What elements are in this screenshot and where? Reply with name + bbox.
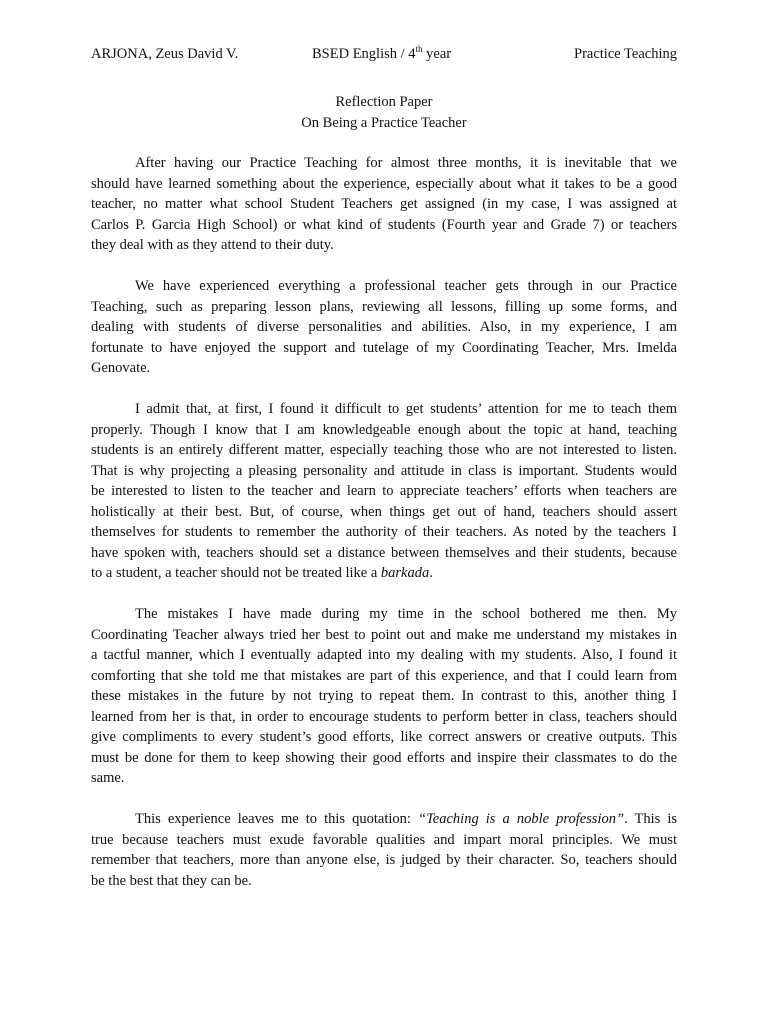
paragraph-line: I admit that, at first, I found it difficult to get students’ attention for me to teach them xyxy=(135,401,677,417)
paragraph-line xyxy=(91,563,677,584)
paragraph-4 xyxy=(91,604,677,789)
paragraph-line: learned from her is that, in order to encourage students to perform better in class, teachers should xyxy=(91,708,677,725)
quotation: “Teaching is a noble profession” xyxy=(418,811,625,827)
subject-label: Practice Teaching xyxy=(574,46,677,62)
paragraph-line: remember that teachers, more than anyone else, is judged by their character. So, teachers should xyxy=(91,852,677,868)
paragraph-line: That is why projecting a pleasing personality and attitude in class is important. Students would xyxy=(91,462,677,479)
document-title-block xyxy=(91,92,677,134)
paragraph-line: The mistakes I have made during my time in the school bothered me then. My xyxy=(135,606,677,622)
course-prefix: BSED English / 4 xyxy=(312,46,416,62)
italic-term: barkada xyxy=(380,565,430,581)
paragraph-line: Genovate. xyxy=(91,360,151,376)
course-year xyxy=(312,46,451,63)
paragraph-line: they deal with as they attend to their duty. xyxy=(91,237,334,253)
paragraph-line: be the best that they can be. xyxy=(91,872,252,889)
line-text: to a student, a teacher should not be treated like a xyxy=(91,565,381,581)
paragraph-5 xyxy=(91,809,677,891)
line-text: . xyxy=(429,565,433,581)
course-suffix: year xyxy=(422,46,452,62)
paragraph-line: Carlos P. Garcia High School) or what kind of students (Fourth year and Grade 7) or teachers xyxy=(91,216,677,233)
paragraph-line xyxy=(91,809,677,830)
paragraph-line: fortunate to have enjoyed the support and tutelage of my Coordinating Teacher, Mrs. Imelda xyxy=(91,339,677,356)
paragraph-line: same. xyxy=(91,770,125,786)
paragraph-line: themselves for students to remember the authority of their teachers. As noted by the teachers I xyxy=(91,524,677,540)
paragraph-line: true because teachers must exude favorable qualities and impart moral principles. We must xyxy=(91,831,677,848)
paragraph-line: properly. Though I know that I am knowledgeable enough about the topic at hand, teaching xyxy=(91,421,677,438)
paragraph-line: dealing with students of diverse personalities and abilities. Also, in my experience, I am xyxy=(91,319,677,335)
paragraph-line: We have experienced everything a professional teacher gets through in our Practice xyxy=(135,278,677,294)
author-name: ARJONA, Zeus David V. xyxy=(91,46,239,62)
paragraph-line: Coordinating Teacher always tried her best to point out and make me understand my mistakes in xyxy=(91,626,677,643)
paragraph-1 xyxy=(91,153,677,256)
paragraph-line: a tactful manner, which I eventually adapted into my dealing with my students. Also, I found it xyxy=(91,647,677,663)
paragraph-3 xyxy=(91,399,677,584)
paragraph-line: teacher, no matter what school Student Teachers get assigned (in my case, I was assigned at xyxy=(91,196,677,212)
paragraph-line: After having our Practice Teaching for almost three months, it is inevitable that we xyxy=(135,155,677,171)
paragraph-line: give compliments to every student’s good efforts, like correct answers or creative outputs. This xyxy=(91,729,677,745)
line-text: This experience leaves me to this quotation: xyxy=(135,811,418,827)
paragraph-2 xyxy=(91,276,677,379)
document-body xyxy=(91,153,677,912)
paragraph-line: comforting that she told me that mistakes are part of this experience, and that I could learn from xyxy=(91,667,677,684)
document-subtitle: On Being a Practice Teacher xyxy=(301,115,467,131)
paragraph-line: have spoken with, teachers should set a distance between themselves and their students, because xyxy=(91,544,677,561)
line-text: . This is xyxy=(624,811,677,827)
paragraph-line: should have learned something about the experience, especially about what it takes to be a good xyxy=(91,175,677,192)
paragraph-line: these mistakes in the future by not trying to repeat them. In contrast to this, another thing I xyxy=(91,688,677,704)
paragraph-line: holistically at their best. But, of course, when things get out of hand, teachers should assert xyxy=(91,503,677,520)
page-header xyxy=(91,46,677,66)
paragraph-line: students is an entirely different matter, especially teaching those who are not interested to listen. xyxy=(91,442,677,458)
paragraph-line: Teaching, such as preparing lesson plans, reviewing all lessons, filling up some forms, and xyxy=(91,298,677,315)
paragraph-line: must be done for them to keep showing their good efforts and inspire their classmates to do the xyxy=(91,749,677,766)
course-ordinal-suffix: th xyxy=(415,44,423,54)
paragraph-line: be interested to listen to the teacher and learn to appreciate teachers’ efforts when teachers are xyxy=(91,483,677,499)
document-title: Reflection Paper xyxy=(335,94,433,110)
